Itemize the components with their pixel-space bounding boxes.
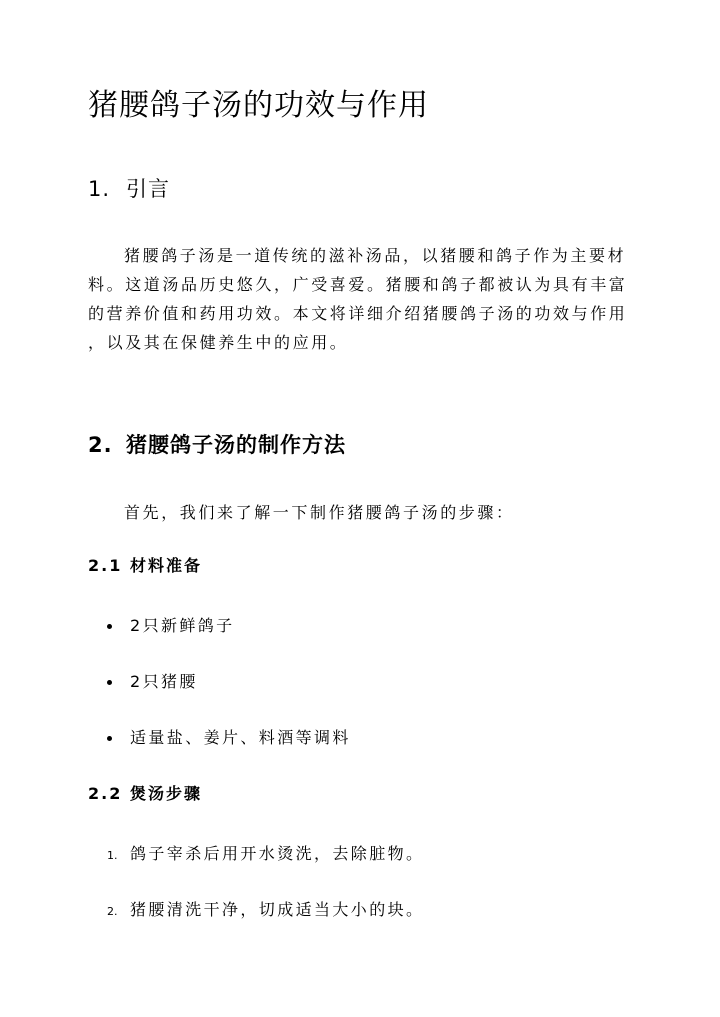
- section-title: 引言: [126, 177, 170, 201]
- step-number: 2.: [107, 905, 118, 918]
- bullet-icon: [107, 624, 112, 629]
- step-text: 猪腰清洗干净，切成适当大小的块。: [130, 900, 425, 919]
- list-item-text: 适量盐、姜片、料酒等调料: [130, 728, 351, 747]
- bullet-icon: [107, 680, 112, 685]
- paragraph-line: ，以及其在保健养生中的应用。: [88, 333, 349, 352]
- list-item: [88, 842, 424, 898]
- subsection-title: 材料准备: [130, 556, 203, 575]
- subsection-heading-ingredients: [88, 554, 202, 578]
- subsection-number: 2.1: [88, 556, 123, 575]
- step-number: 1.: [107, 849, 118, 862]
- bullet-icon: [107, 736, 112, 741]
- list-item: [88, 898, 424, 954]
- subsection-number: 2.2: [88, 784, 123, 803]
- section-number: 2.: [88, 433, 113, 457]
- list-item-text: 2只猪腰: [130, 672, 198, 691]
- cooking-steps-list: [88, 842, 424, 954]
- section-heading-introduction: [88, 174, 170, 204]
- introduction-paragraph: [88, 241, 648, 357]
- subsection-title: 煲汤步骤: [130, 784, 203, 803]
- list-item: [88, 726, 351, 782]
- document-title: 猪腰鸽子汤的功效与作用: [88, 88, 429, 123]
- paragraph-line: 首先，我们来了解一下制作猪腰鸽子汤的步骤：: [124, 503, 515, 522]
- ingredients-list: [88, 614, 351, 782]
- section-title: 猪腰鸽子汤的制作方法: [126, 433, 346, 457]
- paragraph-line: 料。这道汤品历史悠久，广受喜爱。猪腰和鸽子都被认为具有丰富: [88, 275, 628, 294]
- paragraph-line: 的营养价值和药用功效。本文将详细介绍猪腰鸽子汤的功效与作用: [88, 304, 628, 323]
- subsection-heading-cooking-steps: [88, 782, 202, 806]
- paragraph-line: 猪腰鸽子汤是一道传统的滋补汤品，以猪腰和鸽子作为主要材: [124, 246, 627, 265]
- section-number: 1.: [88, 177, 111, 201]
- section-heading-method: [88, 430, 346, 460]
- list-item: [88, 670, 351, 726]
- list-item-text: 2只新鲜鸽子: [130, 616, 235, 635]
- step-text: 鸽子宰杀后用开水烫洗，去除脏物。: [130, 844, 425, 863]
- list-item: [88, 614, 351, 670]
- method-intro-paragraph: [88, 498, 648, 527]
